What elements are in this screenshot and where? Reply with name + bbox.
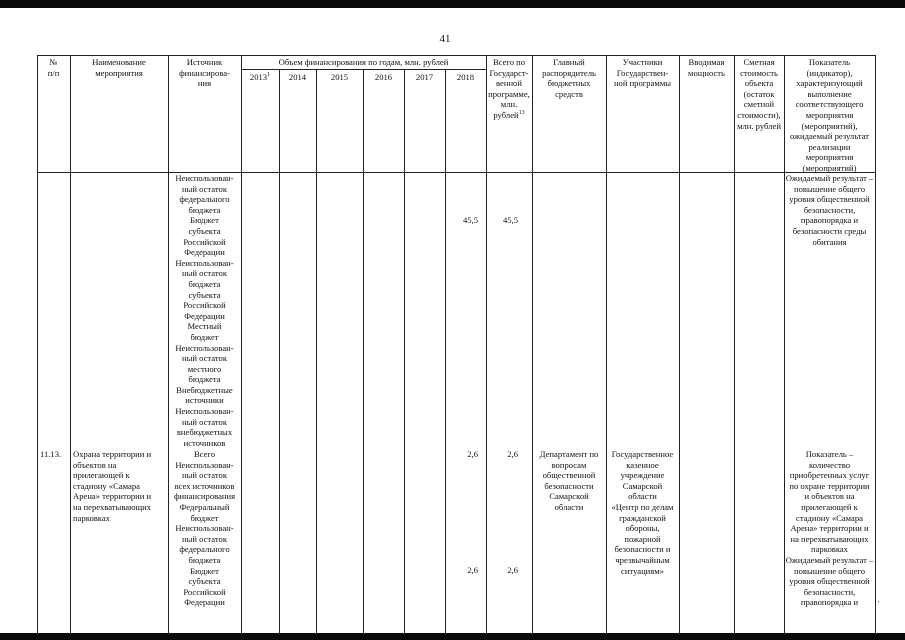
header-total: Всего по Государст- венной программе, млн. рублей$^{13}$ [488, 57, 530, 120]
header-budget-manager: Главный распорядитель бюджетных средств [542, 57, 596, 99]
header-year-2013: 2013$^1$ [249, 72, 271, 82]
header-year-2018: 2018 [456, 72, 475, 82]
section2-participants: Государственное казенное учреждение Самарской области «Центр по делам гражданской обороны, пожарной безопасности и чрезвычайным ситуациям» [611, 449, 674, 576]
header-year-2016: 2016 [374, 72, 393, 82]
header-number: № п/п [47, 57, 60, 78]
page-number: 41 [439, 33, 451, 45]
section2-funding-sources: Всего Неиспользован- ный остаток всех источников финансирования Федеральный бюджет Неиспользован- ный остаток федерального бюджета Бюджет субъекта Российской Федерации [173, 449, 236, 608]
header-funding-source: Источник финансирова- ния [179, 57, 230, 89]
section2-value-2018-total: 2,6 [467, 449, 478, 459]
header-capacity: Вводимая мощность [688, 57, 725, 78]
section2-activity-name: Охрана территории и объектов на прилегающей к стадиону «Самара Арена» территории и на перехватывающих парковках [73, 449, 152, 523]
section1-value-2018: 45,5 [462, 215, 478, 225]
section2-budget-manager: Департамент по вопросам общественной безопасности Самарской области [539, 449, 599, 512]
header-participants: Участники Государствен- ной программы [613, 57, 672, 89]
section1-funding-sources: Неиспользован- ный остаток федерального бюджета Бюджет субъекта Российской Федерации Неиспользован- ный остаток бюджета субъекта Российской Федерации Местный бюджет Неиспользован- ный остаток местного бюджета Внебюджетные источники Неиспользован- ный остаток внебюджетных источников [175, 173, 234, 448]
bottom-scan-border [0, 633, 905, 640]
section2-row-number: 11.13. [40, 449, 62, 459]
top-scan-border [0, 0, 905, 8]
header-estimated-cost: Сметная стоимость объекта (остаток сметной стоимости), млн. рублей [737, 57, 781, 131]
section1-value-total: 45,5 [502, 215, 518, 225]
section2-indicator: Показатель – количество приобретенных услуг по охране территории и объектов на прилегающей к стадиону «Самара Арена» территории и на перехватывающих парковках Ожидаемый результат – повышение общего уровня общественной безопасности, правопорядка и [785, 449, 874, 608]
header-activity-name: Наименование мероприятия [92, 57, 146, 78]
header-indicator: Показатель (индикатор), характеризующий выполнение соответствующего мероприятия (мероприятий), ожидаемый результат реализации мероприятия (мероприятий) [789, 57, 870, 173]
header-year-2017: 2017 [415, 72, 434, 82]
header-year-2015: 2015 [330, 72, 349, 82]
header-year-2014: 2014 [288, 72, 307, 82]
header-funding-volume: Объем финансирования по годам, млн. рублей [278, 57, 449, 67]
section2-value-total-regional: 2,6 [507, 565, 518, 575]
section1-indicator: Ожидаемый результат – повышение общего уровня общественной безопасности, правопорядка и безопасности среды обитания [785, 173, 874, 247]
scan-speck: · [877, 597, 880, 607]
section2-value-2018-regional: 2,6 [467, 565, 478, 575]
section2-value-total: 2,6 [507, 449, 518, 459]
